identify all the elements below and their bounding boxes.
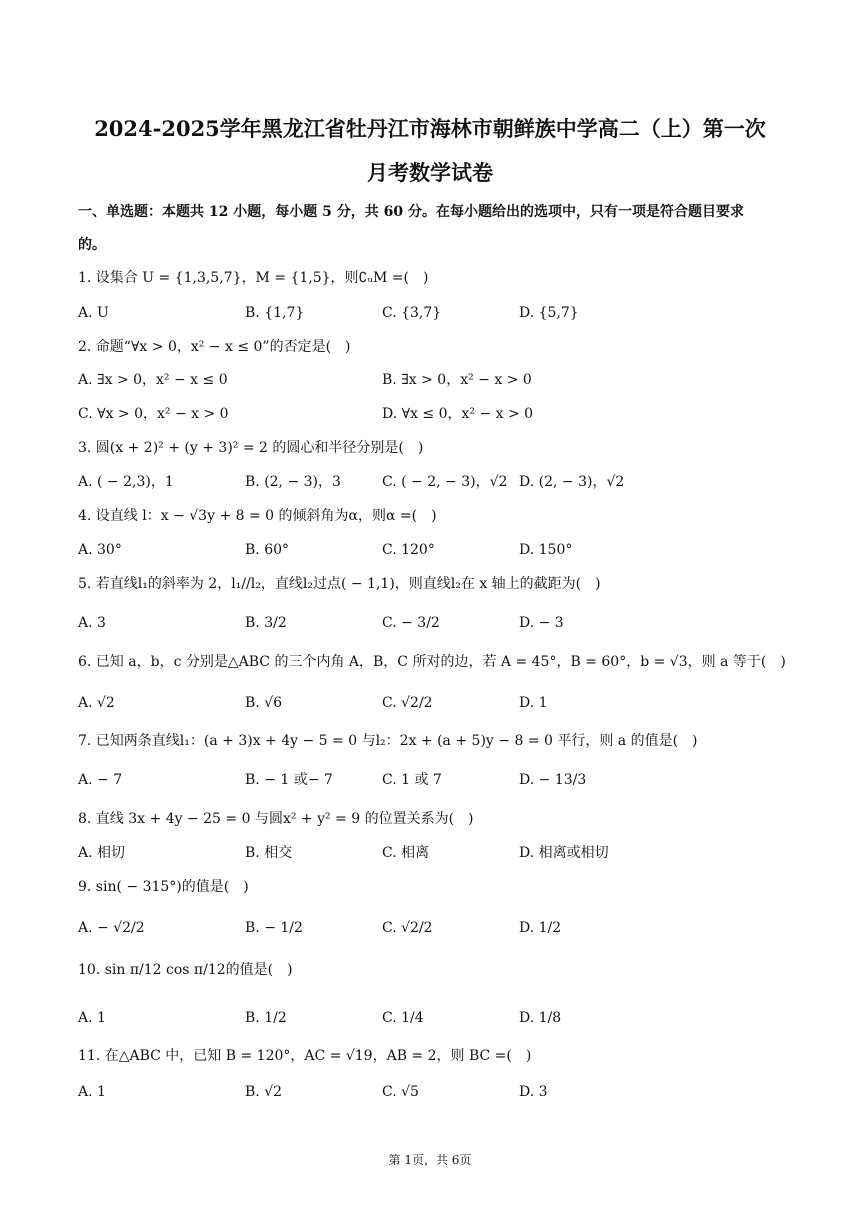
question-8-stem: 8. 直线 3x + 4y − 25 = 0 与圆x² + y² = 9 的位置关系为( ): [78, 811, 474, 827]
question-4-option-a: A. 30°: [78, 542, 122, 558]
question-2-option-c: C. ∀x > 0，x² − x > 0: [78, 406, 229, 422]
section-heading-line-2: 的。: [78, 237, 106, 253]
question-10-stem: 10. sin π/12 cos π/12的值是( ): [78, 962, 293, 978]
question-9-option-c: C. √2/2: [382, 920, 433, 936]
question-11-option-c: C. √5: [382, 1084, 419, 1100]
question-6-option-b: B. √6: [245, 695, 283, 711]
question-4-stem: 4. 设直线 l：x − √3y + 8 = 0 的倾斜角为α，则α =( ): [78, 508, 437, 524]
question-1-stem: 1. 设集合 U = {1,3,5,7}，M = {1,5}，则∁ᵤM =( ): [78, 270, 429, 286]
question-10-option-a: A. 1: [78, 1010, 106, 1026]
question-9-option-a: A. − √2/2: [78, 920, 145, 936]
question-1-option-d: D. {5,7}: [519, 305, 579, 321]
question-4-option-d: D. 150°: [519, 542, 573, 558]
question-6-option-a: A. √2: [78, 695, 115, 711]
question-9-option-d: D. 1/2: [519, 920, 562, 936]
question-3-option-a: A. ( − 2,3)，1: [78, 474, 174, 490]
section-heading-line-1: 一、单选题：本题共 12 小题，每小题 5 分，共 60 分。在每小题给出的选项中，只有一项是符合题目要求: [78, 204, 744, 220]
question-7-stem: 7. 已知两条直线l₁：(a + 3)x + 4y − 5 = 0 与l₂：2x + (a + 5)y − 8 = 0 平行，则 a 的值是( ): [78, 733, 698, 749]
question-8-option-d: D. 相离或相切: [519, 845, 609, 861]
exam-title-line-2: 月考数学试卷: [367, 160, 493, 185]
question-3-option-c: C. ( − 2, − 3)，√2: [382, 474, 508, 490]
question-3-stem: 3. 圆(x + 2)² + (y + 3)² = 2 的圆心和半径分别是( ): [78, 440, 424, 456]
exam-title-line-1: 2024-2025学年黑龙江省牡丹江市海林市朝鲜族中学高二（上）第一次: [94, 116, 766, 141]
question-7-option-a: A. − 7: [78, 772, 123, 788]
question-1-option-c: C. {3,7}: [382, 305, 442, 321]
question-11-option-a: A. 1: [78, 1084, 106, 1100]
question-2-option-d: D. ∀x ≤ 0，x² − x > 0: [382, 406, 534, 422]
question-2-option-a: A. ∃x > 0，x² − x ≤ 0: [78, 372, 228, 388]
question-5-option-c: C. − 3/2: [382, 615, 440, 631]
question-7-option-b: B. − 1 或− 7: [245, 772, 333, 788]
question-11-option-b: B. √2: [245, 1084, 283, 1100]
question-2-option-b: B. ∃x > 0，x² − x > 0: [382, 372, 532, 388]
question-2-stem: 2. 命题“∀x > 0，x² − x ≤ 0”的否定是( ): [78, 339, 351, 355]
question-9-stem: 9. sin( − 315°)的值是( ): [78, 879, 249, 895]
question-4-option-b: B. 60°: [245, 542, 290, 558]
question-7-option-c: C. 1 或 7: [382, 772, 442, 788]
question-6-option-d: D. 1: [519, 695, 548, 711]
question-4-option-c: C. 120°: [382, 542, 435, 558]
question-6-option-c: C. √2/2: [382, 695, 433, 711]
question-1-option-b: B. {1,7}: [245, 305, 305, 321]
question-5-option-a: A. 3: [78, 615, 106, 631]
question-3-option-b: B. (2, − 3)，3: [245, 474, 341, 490]
question-7-option-d: D. − 13/3: [519, 772, 587, 788]
question-9-option-b: B. − 1/2: [245, 920, 303, 936]
question-3-option-d: D. (2, − 3)，√2: [519, 474, 625, 490]
question-5-option-d: D. − 3: [519, 615, 564, 631]
question-10-option-d: D. 1/8: [519, 1010, 562, 1026]
question-11-option-d: D. 3: [519, 1084, 548, 1100]
question-10-option-c: C. 1/4: [382, 1010, 424, 1026]
question-11-stem: 11. 在△ABC 中，已知 B = 120°，AC = √19，AB = 2，则 BC =( ): [78, 1048, 532, 1064]
page-footer: 第 1页，共 6页: [388, 1153, 472, 1167]
question-5-stem: 5. 若直线l₁的斜率为 2，l₁//l₂，直线l₂过点( − 1,1)，则直线l₂在 x 轴上的截距为( ): [78, 576, 601, 592]
question-8-option-b: B. 相交: [245, 845, 293, 861]
question-8-option-c: C. 相离: [382, 845, 430, 861]
question-1-option-a: A. U: [78, 305, 109, 321]
question-8-option-a: A. 相切: [78, 845, 126, 861]
question-6-stem: 6. 已知 a，b，c 分别是△ABC 的三个内角 A，B，C 所对的边，若 A = 45°，B = 60°，b = √3，则 a 等于( ): [78, 654, 786, 670]
question-5-option-b: B. 3/2: [245, 615, 287, 631]
question-10-option-b: B. 1/2: [245, 1010, 287, 1026]
